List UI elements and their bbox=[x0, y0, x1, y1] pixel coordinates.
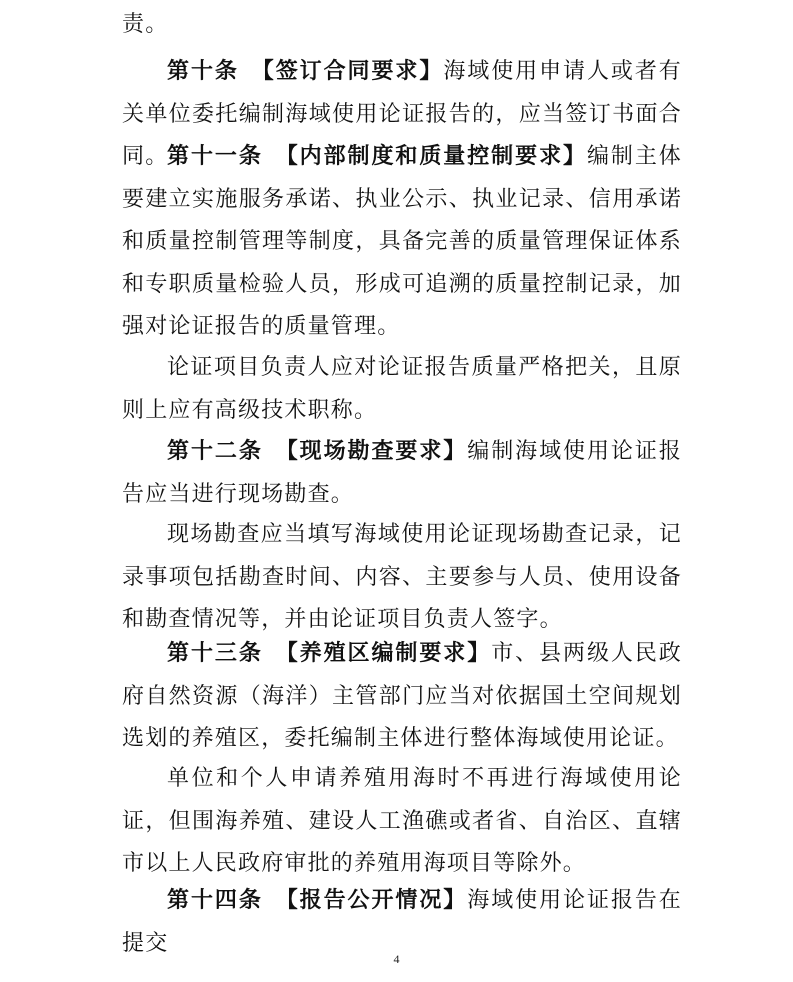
article-heading: 第十条 【签订合同要求】 bbox=[167, 59, 444, 84]
article-13 bbox=[122, 633, 682, 761]
article-11 bbox=[122, 136, 682, 349]
article-text: 编制主体要建立实施服务承诺、执业公示、执业记录、信用承诺和质量控制管理等制度，具备完善的质量管理保证体系和专职质量检验人员，形成可追溯的质量控制记录，加强对论证报告的质量管理。 bbox=[122, 144, 682, 339]
paragraph-aquaculture-exception bbox=[122, 758, 682, 886]
article-heading: 第十四条 【报告公开情况】 bbox=[167, 888, 468, 913]
paragraph-site-survey bbox=[122, 514, 682, 642]
paragraph-text: 责。 bbox=[122, 12, 169, 37]
page-number: 4 bbox=[393, 952, 400, 966]
article-heading: 第十三条 【养殖区编制要求】 bbox=[167, 641, 492, 666]
article-heading: 第十二条 【现场勘查要求】 bbox=[167, 439, 468, 464]
paragraph-text: 论证项目负责人应对论证报告质量严格把关，且原则上应有高级技术职称。 bbox=[122, 355, 682, 423]
article-text: 市、县两级人民政府自然资源（海洋）主管部门应当对依据国土空间规划选划的养殖区，委托编制主体进行整体海域使用论证。 bbox=[122, 641, 682, 751]
paragraph-continuation bbox=[122, 4, 682, 47]
paragraph-text: 现场勘查应当填写海域使用论证现场勘查记录，记录事项包括勘查时间、内容、主要参与人员、使用设备和勘查情况等，并由论证项目负责人签字。 bbox=[122, 522, 682, 632]
paragraph-text: 单位和个人申请养殖用海时不再进行海域使用论证，但围海养殖、建设人工渔礁或者省、自治区、直辖市以上人民政府审批的养殖用海项目等除外。 bbox=[122, 766, 682, 876]
paragraph-project-leader bbox=[122, 347, 682, 432]
article-12 bbox=[122, 431, 682, 516]
article-text: 海域使用论证报告在提交 bbox=[122, 888, 682, 956]
article-text: 海域使用申请人或者有关单位委托编制海域使用论证报告的，应当签订书面合同。 bbox=[122, 59, 682, 169]
article-text: 编制海域使用论证报告应当进行现场勘查。 bbox=[122, 439, 682, 507]
article-heading: 第十一条 【内部制度和质量控制要求】 bbox=[167, 144, 587, 169]
